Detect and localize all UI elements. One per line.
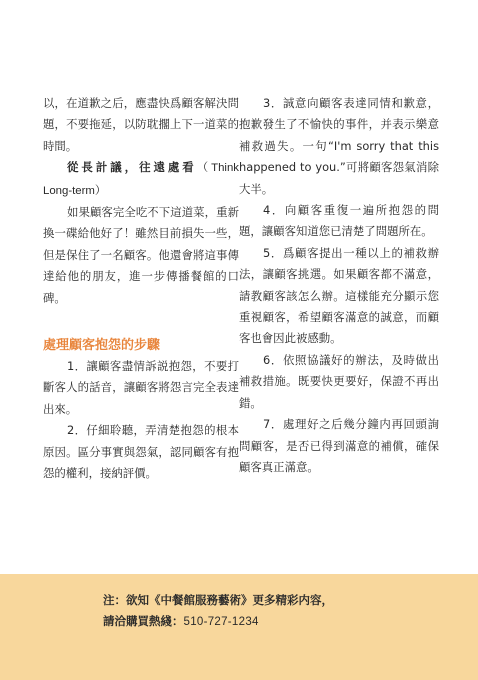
footer-hotline xyxy=(103,611,333,633)
paragraph-lead xyxy=(43,157,239,202)
step-item: 7．處理好之后幾分鐘内再回頭詢問顧客，是否已得到滿意的補償，確保顧客真正滿意。 xyxy=(239,417,439,474)
paragraph: 以，在道歉之后，應盡快爲顧客解決問題，不要拖延，以防耽擱上下一道菜的時間。 xyxy=(43,96,239,153)
step-item: 4．向顧客重復一遍所抱怨的問題，讓顧客知道您已清楚了問題所在。 xyxy=(239,203,439,239)
section-title: 處理顧客抱怨的步驟 xyxy=(43,338,161,354)
footer-text xyxy=(103,590,333,633)
paragraph: 如果顧客完全吃不下這道菜，重新換一碟給他好了！雖然目前損失一些，但是保住了一名顧客。他還會將這事傳達給他的朋友，進一步傳播餐館的口碑。 xyxy=(43,205,239,305)
hotline-phone: 510-727-1234 xyxy=(183,616,259,628)
right-column xyxy=(239,93,439,478)
hotline-label: 請洽購買熱綫： xyxy=(103,614,184,628)
step-item: 3．誠意向顧客表達同情和歉意，抱歉發生了不愉快的事件，并表示樂意補救過失。一句“I'm sorry that this happened to you.”可將顧客怨氣消除大半。 xyxy=(239,96,439,196)
left-column xyxy=(43,93,239,485)
step-item: 2．仔細聆聽，弄清楚抱怨的根本原因。區分事實與怨氣，認同顧客有抱怨的權利，接納評價。 xyxy=(43,423,239,481)
step-item: 5．爲顧客提出一種以上的補救辦法，讓顧客挑選。如果顧客都不滿意，請教顧客該怎么辦。這樣能充分顯示您重視顧客，希望顧客滿意的誠意，而顧客也會因此被感動。 xyxy=(239,245,439,346)
step-item: 6．依照協議好的辦法，及時做出補救措施。既要快更要好，保證不再出錯。 xyxy=(239,352,439,410)
step-item: 1．讓顧客盡情訴説抱怨，不要打斷客人的話音，讓顧客將怨言完全表達出來。 xyxy=(43,359,239,416)
lead-heading: 從長計議，往遠處看 xyxy=(67,160,197,175)
footer-note: 注：欲知《中餐館服務藝術》更多精彩内容， xyxy=(103,593,333,607)
footer-banner xyxy=(0,574,478,680)
lead-english: （Think Long-term） xyxy=(43,162,239,197)
